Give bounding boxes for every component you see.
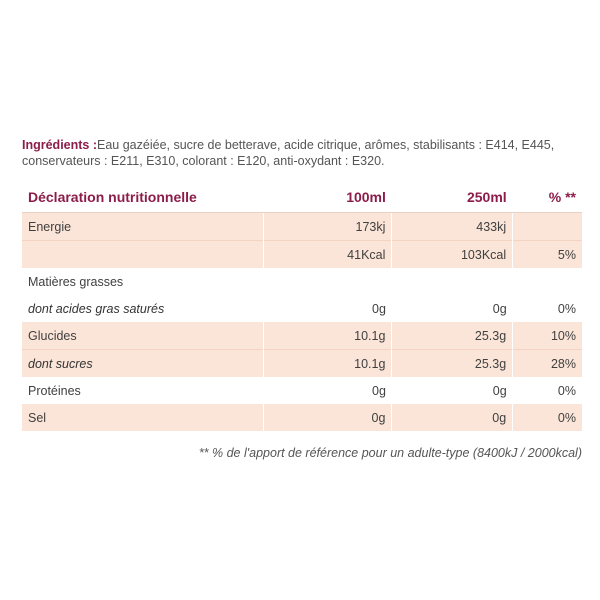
value-100ml: 0g bbox=[263, 404, 391, 431]
header-250ml: 250ml bbox=[392, 182, 513, 213]
ingredients-label: Ingrédients : bbox=[22, 138, 98, 152]
value-250ml: 25.3g bbox=[392, 350, 513, 378]
row-label: dont acides gras saturés bbox=[28, 301, 165, 316]
value-250ml: 0g bbox=[492, 383, 507, 398]
value-100ml: 173kj bbox=[263, 213, 391, 241]
value-percent: 10% bbox=[513, 322, 582, 350]
header-100ml: 100ml bbox=[263, 182, 391, 213]
row-label: Matières grasses bbox=[28, 274, 124, 289]
value-percent bbox=[513, 213, 582, 241]
value-percent: 0% bbox=[557, 383, 576, 398]
value-250ml bbox=[392, 268, 513, 295]
nutrition-table bbox=[22, 182, 582, 431]
row-label: Sel bbox=[22, 404, 263, 431]
table-row bbox=[22, 241, 582, 269]
table-row bbox=[22, 268, 582, 295]
header-percent: % ** bbox=[513, 182, 582, 213]
value-250ml: 103Kcal bbox=[392, 241, 513, 269]
value-percent: 28% bbox=[513, 350, 582, 378]
table-header-row bbox=[22, 182, 582, 213]
ingredients-block bbox=[22, 137, 582, 169]
value-100ml bbox=[263, 268, 391, 295]
value-250ml: 25.3g bbox=[392, 322, 513, 350]
value-250ml: 433kj bbox=[392, 213, 513, 241]
row-label: Energie bbox=[22, 213, 263, 241]
row-label: Glucides bbox=[22, 322, 263, 350]
value-250ml: 0g bbox=[392, 404, 513, 431]
table-row bbox=[22, 295, 582, 322]
row-label: dont sucres bbox=[22, 350, 263, 378]
value-250ml: 0g bbox=[492, 301, 507, 316]
row-label: Protéines bbox=[28, 383, 81, 398]
table-row bbox=[22, 404, 582, 431]
value-percent: 5% bbox=[513, 241, 582, 269]
ingredients-text: Eau gazéiée, sucre de betterave, acide citrique, arômes, stabilisants : E414, E445, conservateurs : E211, E310, colorant : E120, anti-oxydant : E320. bbox=[22, 138, 555, 168]
value-percent: 0% bbox=[557, 301, 576, 316]
value-100ml: 0g bbox=[372, 383, 386, 398]
reference-footnote: ** % de l'apport de référence pour un adulte-type (8400kJ / 2000kcal) bbox=[198, 446, 582, 460]
value-100ml: 10.1g bbox=[263, 322, 391, 350]
header-declaration: Déclaration nutritionnelle bbox=[22, 182, 263, 213]
value-percent bbox=[513, 268, 582, 295]
table-row bbox=[22, 350, 582, 378]
row-label bbox=[22, 241, 263, 269]
table-row bbox=[22, 322, 582, 350]
table-row bbox=[22, 213, 582, 241]
value-100ml: 0g bbox=[372, 301, 386, 316]
table-row bbox=[22, 377, 582, 404]
value-100ml: 41Kcal bbox=[263, 241, 391, 269]
value-100ml: 10.1g bbox=[263, 350, 391, 378]
value-percent: 0% bbox=[513, 404, 582, 431]
